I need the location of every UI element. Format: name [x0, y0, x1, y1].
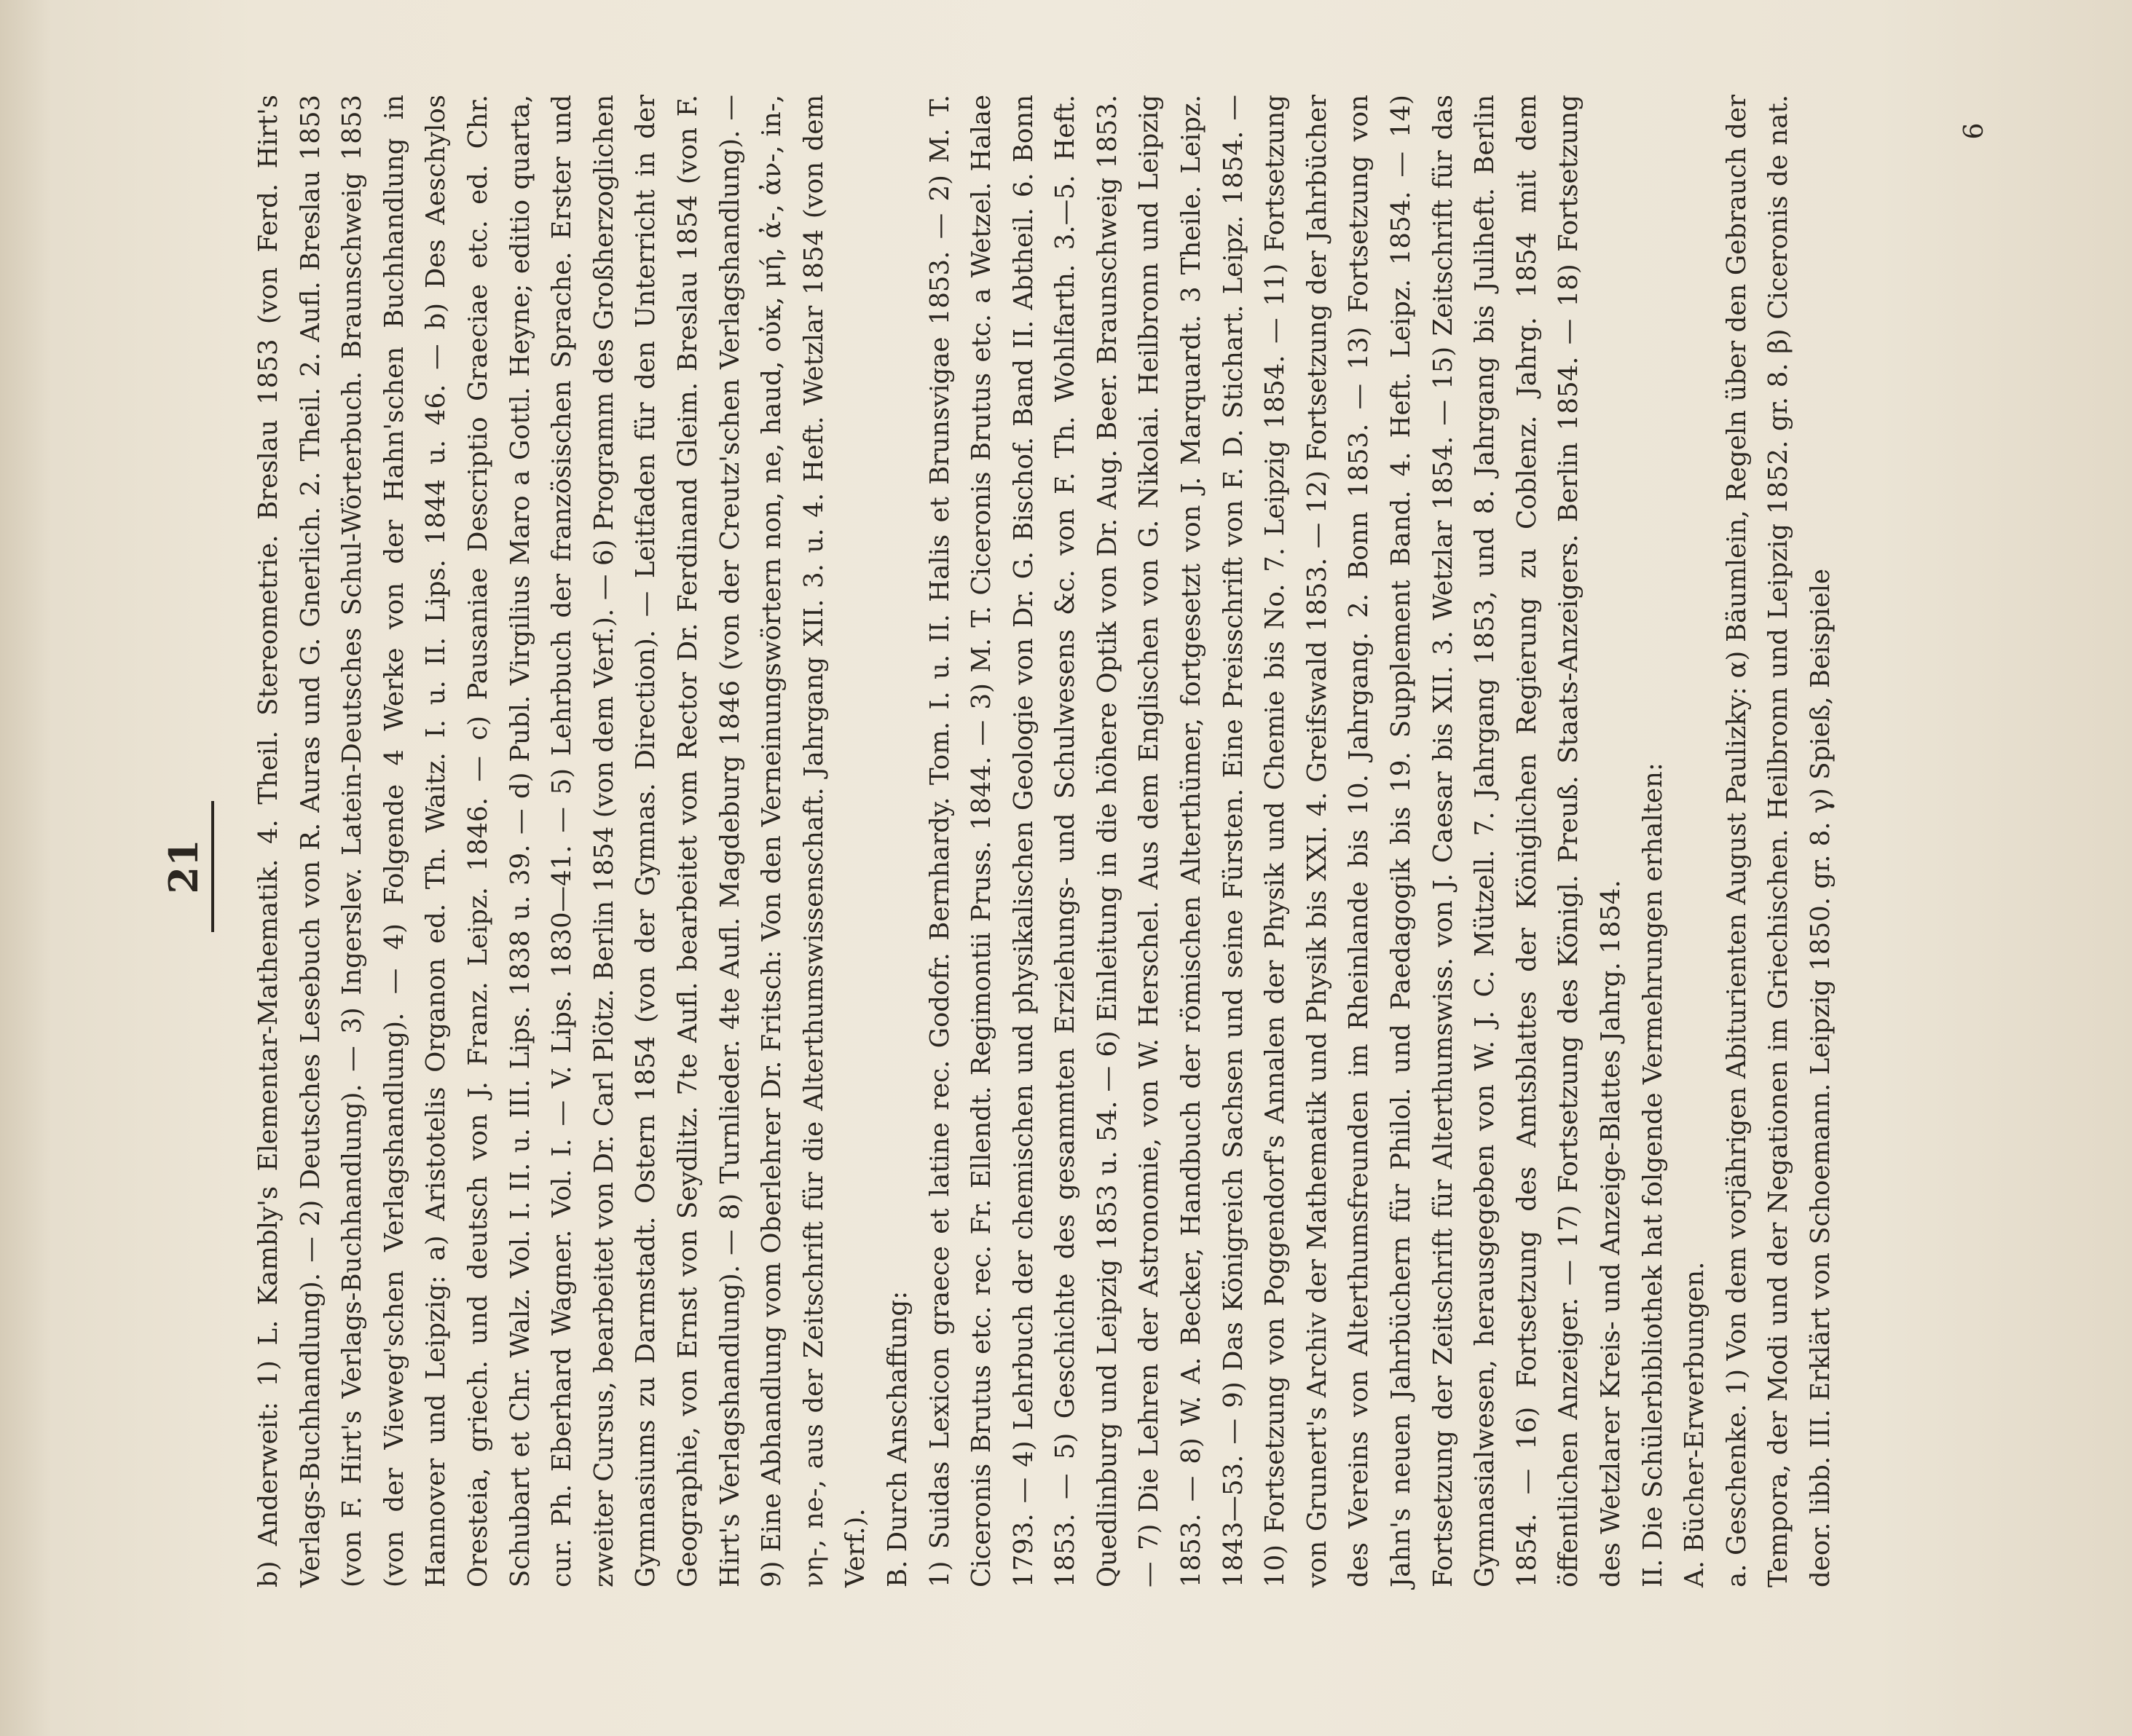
heading-buecher-erwerbungen: A. Bücher-Erwerbungen.: [1680, 1261, 1710, 1587]
paragraph-geschenke: a. Geschenke. 1) Von dem vorjährigen Abiturienten August Paulizky: α) Bäumlein, Regeln über den Gebrauch der Tempora, der Modi und der Negationen im Griechischen. Heilbronn und Leipzig 1852. gr. 8. β) Ciceronis de nat. deor. libb. III. Erklärt von Schoemann. Leipzig 1850. gr. 8. γ) Spieß, Beispiele: [1721, 95, 1836, 1587]
rotated-page: [160, 95, 2054, 1631]
page-number: 21: [160, 839, 207, 894]
heading-schuelerbibliothek: II. Die Schülerbibliothek hat folgende Vermehrungen erhalten:: [1637, 762, 1668, 1587]
heading-anschaffung: B. Durch Anschaffung:: [882, 1290, 913, 1587]
page-number-rule: [211, 801, 214, 932]
signature-mark: 6: [1959, 122, 1989, 140]
paragraph-anderweit: b) Anderweit: 1) L. Kambly's Elementar-Mathematik. 4. Theil. Stereometrie. Breslau 1853 (von Ferd. Hirt's Verlags-Buchhandlung). — 2) Deutsches Lesebuch von R. Auras und G. Gnerlich. 2. Theil. 2. Aufl. Breslau 1853 (von F. Hirt's Verlags-Buchhandlung). — 3) Ingerslev. Latein-Deutsches Schul-Wörterbuch. Braunschweig 1853 (von der Vieweg'schen Verlagshandlung). — 4) Folgende 4 Werke von der Hahn'schen Buchhandlung in Hannover und Leipzig: a) Aristotelis Organon ed. Th. Waitz. I. u. II. Lips. 1844 u. 46. — b) Des Aeschylos Oresteia, griech. und deutsch von J. Franz. Leipz. 1846. — c) Pausaniae Descriptio Graeciae etc. ed. Chr. Schubart et Chr. Walz. Vol. I. II. u. III. Lips. 1838 u. 39. — d) Publ. Virgilius Maro a Gottl. Heyne; editio quarta, cur. Ph. Eberhard Wagner. Vol. I. — V. Lips. 1830—41. — 5) Lehrbuch der französischen Sprache. Erster und zweiter Cursus, bearbeitet von Dr. Carl Plötz. Berlin 1854 (von dem Verf.). — 6) Programm des Großherzoglichen Gymnasiums zu Darmstadt. Ostern 1854 (von der Gymnas. Direction). — Leitfaden für den Unterricht in der Geographie, von Ernst von Seydlitz. 7te Aufl. bearbeitet vom Rector Dr. Ferdinand Gleim. Breslau 1854 (von F. Hirt's Verlagshandlung). — 8) Turnlieder. 4te Aufl. Magdeburg 1846 (von der Creutz'schen Verlagshandlung). — 9) Eine Abhandlung vom Oberlehrer Dr. Fritsch: Von den Verneinungswörtern non, ne, haud, οὐκ, μή, ἀ-, ἀν-, in-, νη-, ne-, aus der Zeitschrift für die Alterthumswissenschaft. Jahrgang XII. 3. u. 4. Heft. Wetzlar 1854 (von dem Verf.).: [253, 95, 871, 1587]
paragraph-anschaffung-list: 1) Suidas Lexicon graece et latine rec. Godofr. Bernhardy. Tom. I. u. II. Halis et Brunsvigae 1853. — 2) M. T. Ciceronis Brutus etc. rec. Fr. Ellendt. Regimontii Pruss. 1844. — 3) M. T. Ciceronis Brutus etc. a Wetzel. Halae 1793. — 4) Lehrbuch der chemischen und physikalischen Geologie von Dr. G. Bischof. Band II. Abtheil. 6. Bonn 1853. — 5) Geschichte des gesammten Erziehungs- und Schulwesens &c. von F. Th. Wohlfarth. 3.—5. Heft. Quedlinburg und Leipzig 1853 u. 54. — 6) Einleitung in die höhere Optik von Dr. Aug. Beer. Braunschweig 1853. — 7) Die Lehren der Astronomie, von W. Herschel. Aus dem Englischen von G. Nikolai. Heilbronn und Leipzig 1853. — 8) W. A. Becker, Handbuch der römischen Alterthümer, fortgesetzt von J. Marquardt. 3 Theile. Leipz. 1843—53. — 9) Das Königreich Sachsen und seine Fürsten. Eine Preisschrift von F. D. Stichart. Leipz. 1854. — 10) Fortsetzung von Poggendorf's Annalen der Physik und Chemie bis No. 7. Leipzig 1854. — 11) Fortsetzung von Grunert's Archiv der Mathematik und Physik bis XXI. 4. Greifswald 1853. — 12) Fortsetzung der Jahrbücher des Vereins von Alterthumsfreunden im Rheinlande bis 10. Jahrgang. 2. Bonn 1853. — 13) Fortsetzung von Jahn's neuen Jahrbüchern für Philol. und Paedagogik bis 19. Supplement Band. 4. Heft. Leipz. 1854. — 14) Fortsetzung der Zeitschrift für Alterthumswiss. von J. Caesar bis XII. 3. Wetzlar 1854. — 15) Zeitschrift für das Gymnasialwesen, herausgegeben von W. J. C. Mützell. 7. Jahrgang 1853, und 8. Jahrgang bis Juliheft. Berlin 1854. — 16) Fortsetzung des Amtsblattes der Königlichen Regierung zu Coblenz. Jahrg. 1854 mit dem öffentlichen Anzeiger. — 17) Fortsetzung des Königl. Preuß. Staats-Anzeigers. Berlin 1854. — 18) Fortsetzung des Wetzlarer Kreis- und Anzeige-Blattes Jahrg. 1854.: [924, 95, 1626, 1587]
binding-gutter-shadow: [0, 0, 51, 1736]
page-body: [248, 95, 1842, 1631]
